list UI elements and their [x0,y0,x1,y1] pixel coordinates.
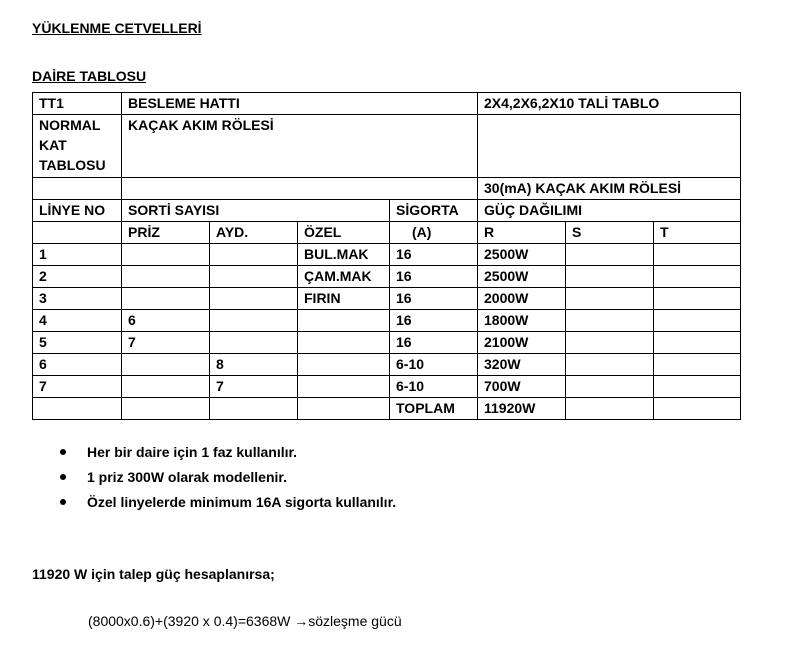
calculation-formula: (8000x0.6)+(3920 x 0.4)=6368W →sözleşme gücü [88,613,402,629]
table-row [33,310,741,332]
special-load: BUL.MAK [298,244,390,266]
sub-panel-blank [478,115,741,178]
blank-cell [654,398,741,420]
outlet-count-header: SORTİ SAYISI [122,200,390,222]
fuse-rating: 6-10 [390,376,478,398]
phase-t-power [654,244,741,266]
line-no-header: LİNYE NO [33,200,122,222]
lighting-header: AYD. [210,222,298,244]
table-row [33,288,741,310]
blank-cell [33,398,122,420]
table-row [33,266,741,288]
calculation-heading: 11920 W için talep güç hesaplanırsa; [32,566,275,582]
special-load [298,310,390,332]
phase-s-power [566,354,654,376]
power-distribution-header: GÜÇ DAĞILIMI [478,200,741,222]
phase-s-power [566,288,654,310]
phase-r-power: 320W [478,354,566,376]
phase-r-header: R [478,222,566,244]
blank-cell [122,178,478,200]
blank-cell [122,398,210,420]
phase-s-power [566,332,654,354]
phase-t-power [654,332,741,354]
lighting-count [210,332,298,354]
phase-s-power [566,376,654,398]
fuse-rating: 6-10 [390,354,478,376]
special-load: FIRIN [298,288,390,310]
line-no: 4 [33,310,122,332]
special-header: ÖZEL [298,222,390,244]
socket-count [122,288,210,310]
phase-t-power [654,288,741,310]
list-item [60,440,396,465]
socket-count [122,376,210,398]
panel-id: TT1 [33,93,122,115]
fuse-header: SİGORTA [390,200,478,222]
socket-count: 7 [122,332,210,354]
fuse-rating: 16 [390,288,478,310]
table-header-row-4 [33,178,741,200]
lighting-count [210,288,298,310]
special-load: ÇAM.MAK [298,266,390,288]
line-no: 5 [33,332,122,354]
table-row [33,354,741,376]
fuse-unit-header: (A) [390,222,478,244]
lighting-count [210,244,298,266]
bullet-icon [60,499,66,505]
bullet-icon [60,474,66,480]
total-label: TOPLAM [390,398,478,420]
list-item [60,465,396,490]
table-header-row-5 [33,200,741,222]
line-no: 3 [33,288,122,310]
feeder-label: BESLEME HATTI [122,93,478,115]
socket-count [122,354,210,376]
special-load [298,354,390,376]
phase-s-header: S [566,222,654,244]
note-text: 1 priz 300W olarak modellenir. [87,469,287,485]
blank-cell [33,222,122,244]
list-item [60,490,396,515]
lighting-count [210,266,298,288]
panel-description: NORMAL KAT TABLOSU [33,115,122,178]
phase-t-power [654,266,741,288]
lighting-count: 7 [210,376,298,398]
fuse-rating: 16 [390,310,478,332]
phase-r-power: 2100W [478,332,566,354]
phase-t-power [654,310,741,332]
phase-s-power [566,244,654,266]
document-title: YÜKLENME CETVELLERİ [32,20,202,36]
phase-r-power: 2500W [478,266,566,288]
phase-s-power [566,310,654,332]
table-row [33,376,741,398]
phase-s-power [566,266,654,288]
phase-r-power: 700W [478,376,566,398]
table-row [33,244,741,266]
note-text: Her bir daire için 1 faz kullanılır. [87,444,298,460]
table-total-row [33,398,741,420]
fuse-rating: 16 [390,266,478,288]
note-text: Özel linyelerde minimum 16A sigorta kullanılır. [87,494,397,510]
socket-header: PRİZ [122,222,210,244]
socket-count [122,244,210,266]
line-no: 7 [33,376,122,398]
blank-cell [33,178,122,200]
section-title: DAİRE TABLOSU [32,68,147,84]
phase-t-power [654,354,741,376]
special-load [298,376,390,398]
load-schedule-table [32,92,741,420]
special-load [298,332,390,354]
line-no: 2 [33,266,122,288]
notes-list [60,440,396,515]
line-no: 6 [33,354,122,376]
rcd-30ma-label: 30(mA) KAÇAK AKIM RÖLESİ [478,178,741,200]
fuse-rating: 16 [390,244,478,266]
table-row [33,332,741,354]
rcd-label: KAÇAK AKIM RÖLESİ [122,115,478,178]
socket-count: 6 [122,310,210,332]
blank-cell [298,398,390,420]
table-header-row-6 [33,222,741,244]
line-no: 1 [33,244,122,266]
lighting-count: 8 [210,354,298,376]
total-value: 11920W [478,398,566,420]
lighting-count [210,310,298,332]
table-header-row-1 [33,93,741,115]
socket-count [122,266,210,288]
blank-cell [566,398,654,420]
fuse-rating: 16 [390,332,478,354]
phase-r-power: 1800W [478,310,566,332]
table-header-row-2 [33,115,741,178]
bullet-icon [60,449,66,455]
sub-panel-label: 2X4,2X6,2X10 TALİ TABLO [478,93,741,115]
phase-r-power: 2500W [478,244,566,266]
phase-r-power: 2000W [478,288,566,310]
blank-cell [210,398,298,420]
phase-t-header: T [654,222,741,244]
phase-t-power [654,376,741,398]
